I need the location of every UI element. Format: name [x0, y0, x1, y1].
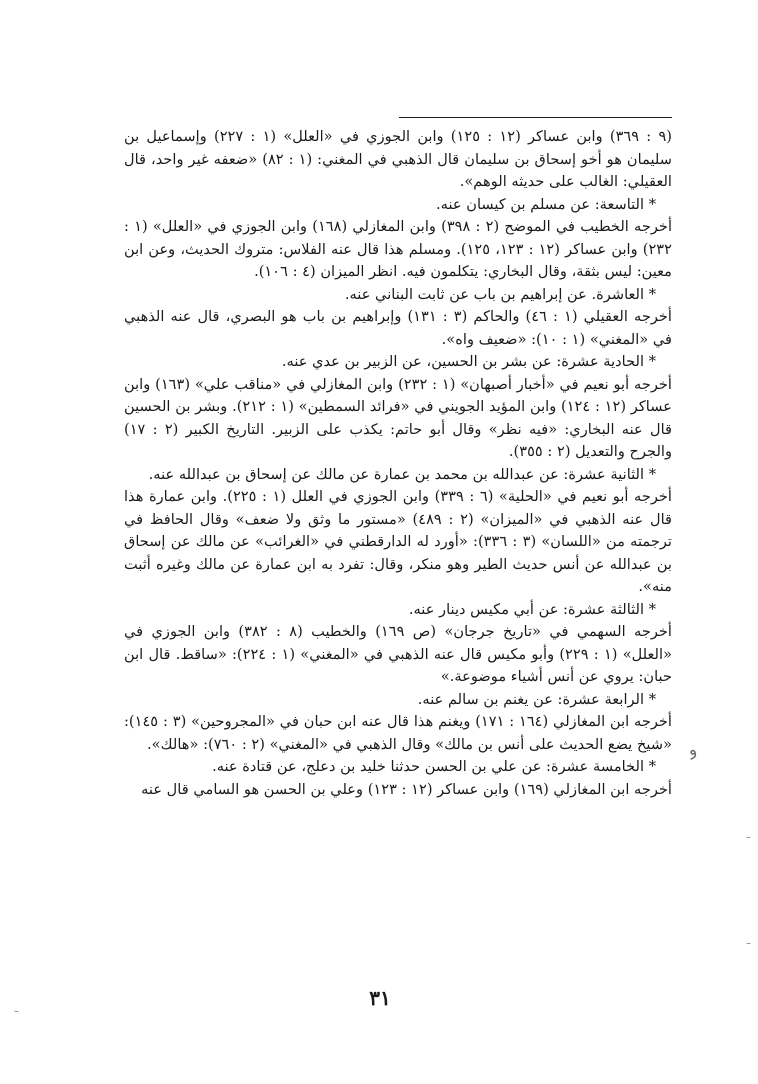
page-number: ٣١ — [369, 986, 391, 1010]
chain-heading: * العاشرة. عن إبراهيم بن باب عن ثابت البناني عنه. — [344, 285, 656, 303]
scan-dash-mark: – — [746, 832, 751, 843]
footnote-separator — [399, 117, 672, 118]
chain-heading: * التاسعة: عن مسلم بن كيسان عنه. — [436, 195, 656, 213]
chain-heading: * الثانية عشرة: عن عبدالله بن محمد بن عمارة عن مالك عن إسحاق بن عبدالله عنه. — [148, 465, 656, 483]
footnote-paragraph: أخرجه العقيلي (١ : ٤٦) والحاكم (٣ : ١٣١) وإبراهيم بن باب هو البصري، قال عنه الذهبي في «المغني» (١ : ١٠): «ضعيف واه». — [124, 308, 672, 348]
scan-pencil-mark: ﻭ — [684, 739, 699, 760]
chain-heading: * الخامسة عشرة: عن علي بن الحسن حدثنا خليد بن دعلج، عن قتادة عنه. — [212, 758, 656, 775]
chain-heading: * الرابعة عشرة: عن يغنم بن سالم عنه. — [417, 690, 656, 708]
scan-dash-mark: – — [746, 938, 751, 949]
footnote-paragraph: (٩ : ٣٦٩) وابن عساكر (١٢ : ١٢٥) وابن الجوزي في «العلل» (١ : ٢٢٧) وإسماعيل بن سليمان هو أخو إسحاق بن سليمان قال الذهبي في المغني: (١ : ٨٢) «ضعفه غير واحد، قال العقيلي: الغالب على حديثه الوهم». — [124, 128, 672, 190]
footnote-paragraph: أخرجه السهمي في «تاريخ جرجان» (ص ١٦٩) والخطيب (٨ : ٣٨٢) وابن الجوزي في «العلل» (١ : ٢٢٩) وأبو مكيس قال عنه الذهبي في «المغني» (١ : ٢٢٤): «ساقط. قال ابن حبان: يروي عن أنس أشياء موضوعة.» — [124, 623, 672, 685]
footnote-paragraph: أخرجه ابن المغازلي (١٦٩) وابن عساكر (١٢ : ١٢٣) وعلي بن الحسن هو السامي قال عنه — [141, 780, 672, 798]
footnote-paragraph: أخرجه ابن المغازلي (١٦٤ : ١٧١) ويغنم هذا قال عنه ابن حبان في «المجروحين» (٣ : ١٤٥): «شيخ يضع الحديث على أنس بن مالك» وقال الذهبي في «المغني» (٢ : ٧٦٠): «هالك». — [124, 713, 672, 753]
chain-heading: * الحادية عشرة: عن بشر بن الحسين، عن الزبير بن عدي عنه. — [281, 353, 656, 370]
scan-dash-mark: – — [14, 1006, 19, 1017]
footnote-paragraph: أخرجه الخطيب في الموضح (٢ : ٣٩٨) وابن المغازلي (١٦٨) وابن الجوزي في «العلل» (١ : ٢٣٢) وابن عساكر (١٢ : ١٢٣، ١٢٥). ومسلم هذا قال عنه الفلاس: متروك الحديث، وعن ابن معين: ليس بثقة، وقال البخاري: يتكلمون فيه. انظر الميزان (٤ : ١٠٦). — [124, 218, 673, 280]
footnote-paragraph: أخرجه أبو نعيم في «أخبار أصبهان» (١ : ٢٣٢) وابن المغازلي في «مناقب علي» (١٦٣) وابن عساكر (١٢ : ١٢٤) وابن المؤيد الجويني في «فرائد السمطين» (١ : ٢١٢). وبشر بن الحسين قال عنه البخاري: «فيه نظر» وقال أبو حاتم: يكذب على الزبير. التاريخ الكبير (٢ : ١٧) والجرح والتعديل (٢ : ٣٥٥). — [124, 375, 672, 460]
footnote-paragraph: أخرجه أبو نعيم في «الحلية» (٦ : ٣٣٩) وابن الجوزي في العلل (١ : ٢٢٥). وابن عمارة هذا قال عنه الذهبي في «الميزان» (٢ : ٤٨٩) «مستور ما وثق ولا ضعف» وقال الحافظ في ترجمته من «اللسان» (٣ : ٣٣٦): «أورد له الدارقطني في «الغرائب» عن مالك عن إسحاق بن عبدالله عن أنس حديث الطير وهو منكر، وقال: تفرد به ابن عمارة عن مالك وغيره أثبت منه». — [124, 488, 672, 595]
footnote-text — [124, 126, 672, 801]
chain-heading: * الثالثة عشرة: عن أبي مكيس دينار عنه. — [408, 600, 656, 618]
